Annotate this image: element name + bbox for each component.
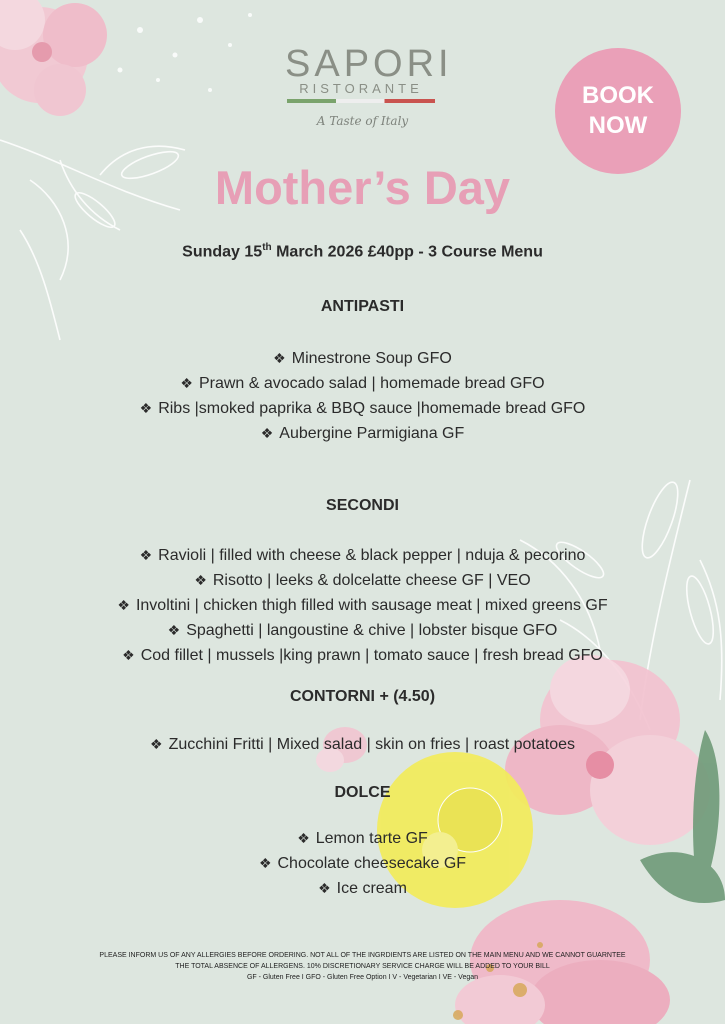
page-title: Mother’s Day	[214, 161, 511, 214]
bullet-icon: ❖	[150, 736, 163, 752]
menu-item: ❖ Zucchini Fritti | Mixed salad | skin on fries | roast potatoes	[150, 736, 575, 753]
bullet-icon: ❖	[258, 855, 272, 871]
subtitle-rest: March 2026 £40pp - 3 Course Menu	[271, 243, 543, 261]
footer-line: GF - Gluten Free I GFO - Gluten Free Option I V - Vegetarian I VE - Vegan	[246, 974, 479, 981]
subtitle-ordinal: th	[262, 242, 272, 253]
bullet-icon: ❖	[194, 572, 207, 588]
bullet-icon: ❖	[139, 547, 153, 563]
section-heading: CONTORNI + (4.50)	[289, 688, 436, 705]
menu-item: ❖ Risotto | leeks & dolcelatte cheese GF | VEO	[194, 572, 531, 589]
section-secondi	[0, 497, 725, 668]
menu-item: ❖ Ravioli | filled with cheese & black pepper | nduja & pecorino	[139, 547, 586, 564]
section-dolce	[0, 784, 725, 901]
book-now-line2: NOW	[588, 112, 648, 139]
footer-line: THE TOTAL ABSENCE OF ALLERGENS. 10% DISCRETIONARY SERVICE CHARGE WILL BE ADDED TO YOUR BILL	[175, 963, 550, 970]
bullet-icon: ❖	[117, 597, 130, 613]
menu-item: ❖ Prawn & avocado salad | homemade bread GFO	[180, 375, 545, 392]
bullet-icon: ❖	[297, 830, 310, 846]
top-dots	[118, 13, 253, 92]
menu-item: ❖ Ribs |smoked paprika & BBQ sauce |homemade bread GFO	[139, 400, 586, 417]
menu-item: ❖ Lemon tarte GF	[297, 830, 428, 847]
brand-logo	[285, 43, 453, 103]
menu-subtitle	[0, 242, 725, 261]
section-contorni	[0, 688, 725, 757]
brand-tagline: A Taste of Italy	[316, 114, 409, 128]
footer-line: PLEASE INFORM US OF ANY ALLERGIES BEFORE ORDERING. NOT ALL OF THE INGRDIENTS ARE LISTED ON THE MAIN MENU AND WE CANNOT GUARNTEE	[99, 952, 626, 959]
book-now-line1: BOOK	[582, 82, 654, 109]
bullet-icon: ❖	[318, 880, 331, 896]
section-heading: DOLCE	[334, 784, 391, 801]
section-antipasti	[0, 298, 725, 446]
book-now-button[interactable]	[555, 48, 681, 174]
brand-name: SAPORI	[285, 43, 453, 85]
section-heading: SECONDI	[326, 497, 399, 514]
menu-item: ❖ Minestrone Soup GFO	[273, 350, 452, 367]
allergy-footer	[40, 950, 685, 983]
menu-item: ❖ Ice cream	[318, 880, 407, 897]
bullet-icon: ❖	[180, 375, 193, 391]
bullet-icon: ❖	[167, 622, 181, 638]
bullet-icon: ❖	[139, 400, 153, 416]
menu-item: ❖ Cod fillet | mussels |king prawn | tomato sauce | fresh bread GFO	[122, 647, 603, 664]
brand-subname: RISTORANTE	[299, 81, 423, 96]
menu-item: ❖ Chocolate cheesecake GF	[258, 855, 467, 872]
menu-item: ❖ Spaghetti | langoustine & chive | lobster bisque GFO	[167, 622, 558, 639]
italian-flag-stripe	[287, 99, 435, 103]
bullet-icon: ❖	[273, 350, 286, 366]
bullet-icon: ❖	[122, 647, 135, 663]
section-heading: ANTIPASTI	[320, 298, 405, 315]
bullet-icon: ❖	[260, 425, 274, 441]
menu-item: ❖ Aubergine Parmigiana GF	[260, 425, 465, 442]
menu-item: ❖ Involtini | chicken thigh filled with sausage meat | mixed greens GF	[117, 597, 608, 614]
subtitle-day: Sunday 15	[182, 243, 263, 261]
top-left-flower	[0, 0, 107, 116]
